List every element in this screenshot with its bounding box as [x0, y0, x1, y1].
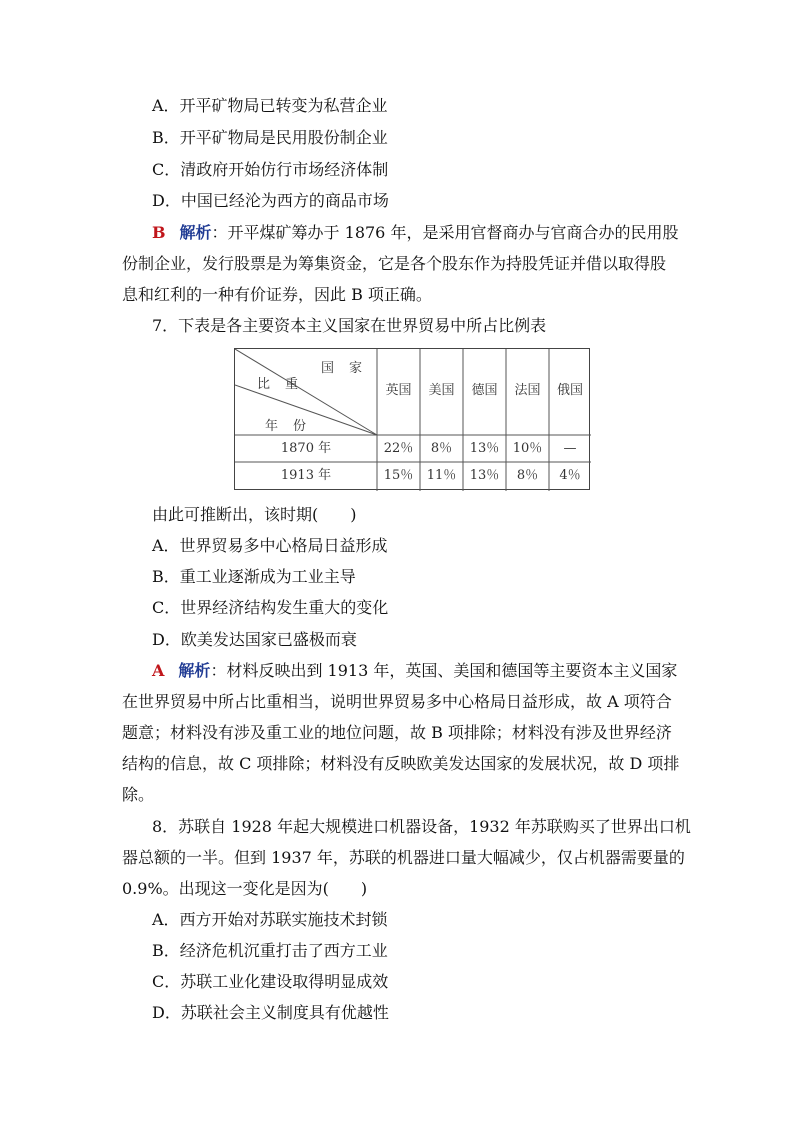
cell-1870-germany: 13％ — [469, 441, 500, 456]
header-country: 国 家 — [321, 361, 364, 376]
col-header-france: 法国 — [514, 383, 541, 398]
header-ratio: 比 重 — [257, 377, 300, 392]
col-header-uk: 英国 — [385, 383, 412, 398]
row-1870-year: 1870 年 — [280, 441, 332, 456]
q6-analysis-line-2: 份制企业，发行股票是为筹集资金，它是各个股东作为持股凭证并借以取得股 — [122, 254, 667, 273]
cell-1913-us: 11％ — [426, 468, 457, 483]
q6-option-a: A．开平矿物局已转变为私营企业 — [152, 96, 388, 115]
q6-option-b: B．开平矿物局是民用股份制企业 — [152, 128, 388, 147]
row-1913-year: 1913 年 — [280, 468, 332, 483]
q7-analysis-line-2: 在世界贸易中所占比重相当，说明世界贸易多中心格局日益形成，故 A 项符合 — [122, 692, 672, 711]
col-header-russia: 俄国 — [556, 383, 583, 398]
q6-analysis-text-1: ：开平煤矿筹办于 1876 年，是采用官督商办与官商合办的民用股 — [211, 223, 679, 242]
q8-option-c: C．苏联工业化建设取得明显成效 — [152, 972, 389, 991]
q7-analysis-text-1: ：材料反映出到 1913 年，英国、美国和德国等主要资本主义国家 — [210, 661, 678, 680]
q7-analysis-label: 解析 — [178, 661, 211, 680]
q6-option-c: C．清政府开始仿行市场经济体制 — [152, 160, 389, 179]
q7-option-c: C．世界经济结构发生重大的变化 — [152, 598, 389, 617]
q7-answer: A — [152, 661, 165, 680]
q7-analysis-line-5: 除。 — [122, 785, 155, 804]
q6-option-d: D．中国已经沦为西方的商品市场 — [152, 191, 389, 210]
cell-1913-france: 8％ — [516, 468, 539, 483]
q7-analysis-line-3: 题意；材料没有涉及重工业的地位问题，故 B 项排除；材料没有涉及世界经济 — [122, 723, 672, 742]
q8-option-a: A．西方开始对苏联实施技术封锁 — [152, 910, 388, 929]
q7-question: 由此可推断出，该时期( ) — [152, 505, 357, 524]
cell-1913-russia: 4％ — [559, 468, 581, 483]
q8-option-b: B．经济危机沉重打击了西方工业 — [152, 941, 388, 960]
q6-analysis-label: 解析 — [179, 223, 212, 242]
col-header-germany: 德国 — [471, 383, 498, 398]
q7-analysis-line-1 — [152, 661, 677, 683]
header-year: 年 份 — [265, 419, 308, 434]
q7-option-a: A．世界贸易多中心格局日益形成 — [152, 536, 388, 555]
q8-stem-line-3: 0.9%。出现这一变化是因为( ) — [122, 879, 368, 898]
cell-1870-us: 8％ — [430, 441, 453, 456]
q8-stem-line-2: 器总额的一半。但到 1937 年，苏联的机器进口量大幅减少，仅占机器需要量的 — [122, 848, 685, 867]
cell-1913-germany: 13％ — [469, 468, 500, 483]
q6-analysis-line-3: 息和红利的一种有价证券，因此 B 项正确。 — [122, 285, 432, 304]
q6-answer: B — [152, 223, 166, 242]
trade-share-table — [234, 348, 590, 490]
q7-option-b: B．重工业逐渐成为工业主导 — [152, 567, 356, 586]
q6-analysis-line-1 — [152, 223, 678, 245]
cell-1870-france: 10％ — [512, 441, 543, 456]
cell-1870-russia: — — [563, 441, 577, 456]
q7-analysis-line-4: 结构的信息，故 C 项排除；材料没有反映欧美发达国家的发展状况，故 D 项排 — [122, 754, 680, 773]
cell-1913-uk: 15％ — [383, 468, 414, 483]
q7-stem: 7．下表是各主要资本主义国家在世界贸易中所占比例表 — [152, 316, 547, 335]
col-header-us: 美国 — [428, 383, 455, 398]
cell-1870-uk: 22％ — [383, 441, 414, 456]
q8-stem-line-1: 8．苏联自 1928 年起大规模进口机器设备，1932 年苏联购买了世界出口机 — [152, 817, 691, 836]
q8-option-d: D．苏联社会主义制度具有优越性 — [152, 1003, 389, 1022]
q7-option-d: D．欧美发达国家已盛极而衰 — [152, 630, 357, 649]
